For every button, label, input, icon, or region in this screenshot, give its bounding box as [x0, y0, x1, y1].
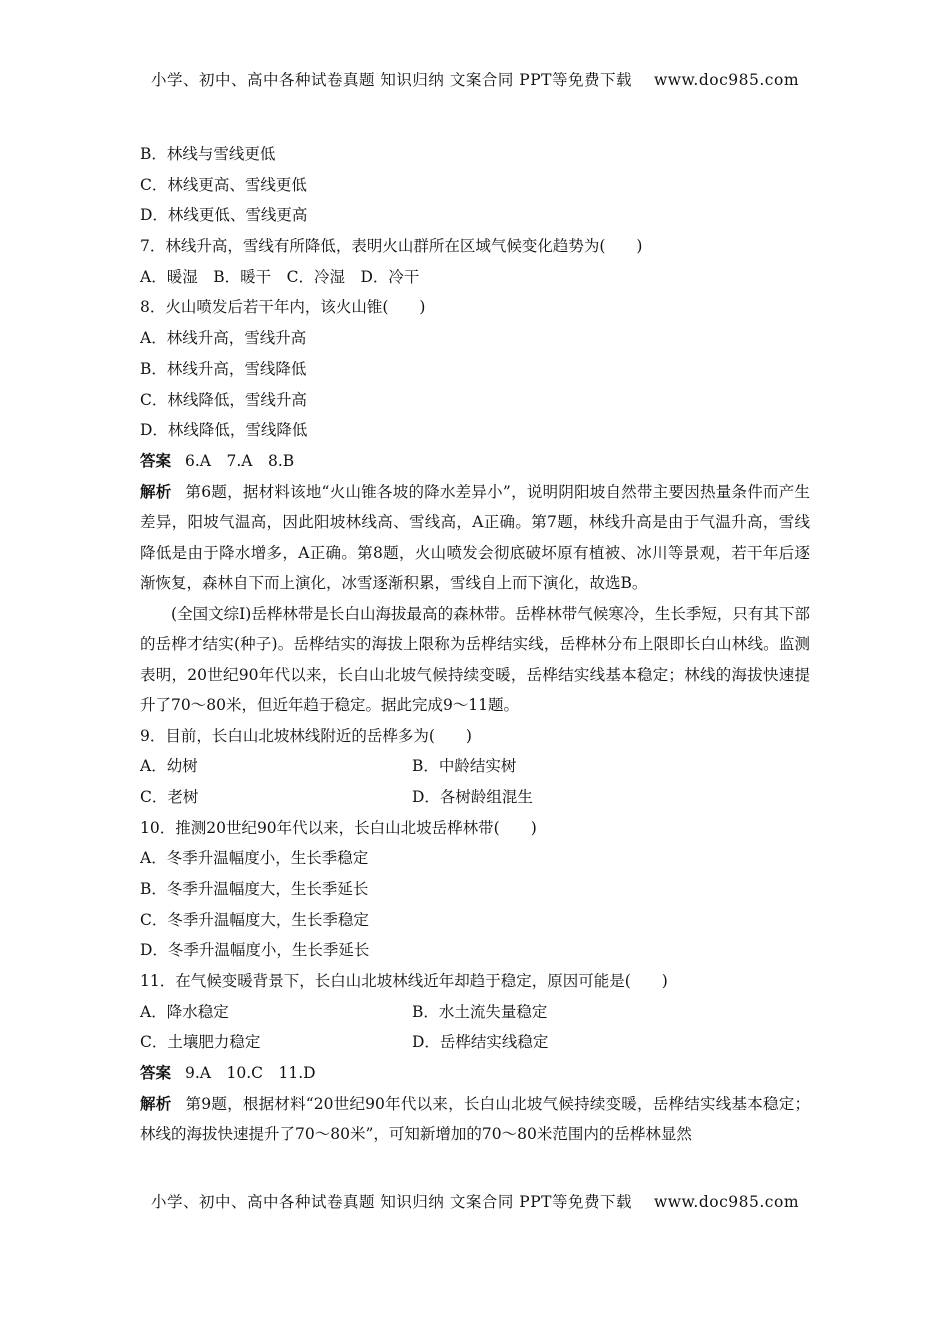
analysis-label: 解析 [140, 1093, 172, 1113]
q6-option-d: D．林线更低、雪线更高 [140, 206, 308, 225]
q8-option-b: B．林线升高，雪线降低 [140, 359, 307, 378]
q10-option-c: C．冬季升温幅度大，生长季稳定 [140, 910, 369, 929]
answer-block-1 [140, 446, 810, 477]
q9-options-row-2 [140, 782, 810, 813]
q7-stem: 7．林线升高，雪线有所降低，表明火山群所在区域气候变化趋势为( ) [140, 237, 643, 256]
answer-block-2 [140, 1058, 810, 1089]
q9-option-a: A．幼树 [140, 757, 198, 776]
page-header [0, 68, 950, 90]
q11-stem: 11．在气候变暖背景下，长白山北坡林线近年却趋于稳定，原因可能是( ) [140, 972, 668, 991]
q6-option-b: B．林线与雪线更低 [140, 145, 276, 163]
q11-option-d: D．岳桦结实线稳定 [412, 1033, 549, 1052]
q9-option-c: C．老树 [140, 787, 199, 806]
q8-option-a: A．林线升高，雪线升高 [140, 329, 307, 348]
q10-option-a: A．冬季升温幅度小，生长季稳定 [140, 849, 369, 868]
analysis-text: 第9题，根据材料“20世纪90年代以来，长白山北坡气候持续变暖，岳桦结实线基本稳定；林线的海拔快速提升了70～80米”，可知新增加的70～80米范围内的岳桦林显然 [140, 1094, 810, 1144]
q8-stem: 8．火山喷发后若干年内，该火山锥( ) [140, 298, 426, 317]
analysis-block-1 [140, 477, 810, 599]
footer-url[interactable]: www.doc985.com [653, 1193, 800, 1211]
q10-option-b: B．冬季升温幅度大，生长季延长 [140, 880, 369, 898]
q9-options-row-1 [140, 751, 810, 782]
q11-options-row-2 [140, 1027, 810, 1058]
document-body [140, 139, 810, 1150]
q11-option-b: B．水土流失量稳定 [412, 1002, 548, 1021]
analysis-block-2 [140, 1089, 810, 1150]
q9-stem: 9．目前，长白山北坡林线附近的岳桦多为( ) [140, 726, 472, 745]
reading-passage: (全国文综Ⅰ)岳桦林带是长白山海拔最高的森林带。岳桦林带气候寒冷，生长季短，只有其下部的岳桦才结实(种子)。岳桦结实的海拔上限称为岳桦结实线，岳桦林分布上限即长白山林线。监测表明，20世纪90年代以来，长白山北坡气候持续变暖，岳桦结实线基本稳定；林线的海拔快速提升了70～80米，但近年趋于稳定。据此完成9～11题。 [140, 604, 810, 715]
q9-option-d: D．各树龄组混生 [412, 787, 533, 806]
q9-option-b: B．中龄结实树 [412, 757, 517, 776]
q11-option-a: A．降水稳定 [140, 1002, 229, 1021]
q6-option-c: C．林线更高、雪线更低 [140, 175, 307, 194]
q11-option-c: C．土壤肥力稳定 [140, 1033, 261, 1052]
answer-label: 答案 [140, 1063, 172, 1083]
analysis-label: 解析 [140, 481, 172, 501]
answer-text: 6.A 7.A 8.B [185, 451, 295, 470]
analysis-text: 第6题，据材料该地“火山锥各坡的降水差异小”，说明阴阳坡自然带主要因热量条件而产生差异，阳坡气温高，因此阳坡林线高、雪线高，A正确。第7题，林线升高是由于气温升高，雪线降低是由于降水增多，A正确。第8题，火山喷发会彻底破坏原有植被、冰川等景观，若干年后逐渐恢复，森林自下而上演化，冰雪逐渐积累，雪线自上而下演化，故选B。 [140, 482, 810, 593]
page-footer [0, 1190, 950, 1212]
q7-options: A．暖湿 B．暖干 C．冷湿 D．冷干 [140, 267, 420, 286]
answer-text: 9.A 10.C 11.D [185, 1064, 316, 1083]
footer-text: 小学、初中、高中各种试卷真题 知识归纳 文案合同 PPT等免费下载 [150, 1193, 632, 1211]
q8-option-d: D．林线降低，雪线降低 [140, 421, 308, 440]
header-text: 小学、初中、高中各种试卷真题 知识归纳 文案合同 PPT等免费下载 [150, 71, 632, 89]
q10-stem: 10．推测20世纪90年代以来，长白山北坡岳桦林带( ) [140, 818, 537, 837]
header-url[interactable]: www.doc985.com [653, 71, 800, 89]
q8-option-c: C．林线降低，雪线升高 [140, 390, 307, 409]
answer-label: 答案 [140, 450, 172, 470]
q10-option-d: D．冬季升温幅度小，生长季延长 [140, 941, 370, 960]
q11-options-row-1 [140, 997, 810, 1028]
